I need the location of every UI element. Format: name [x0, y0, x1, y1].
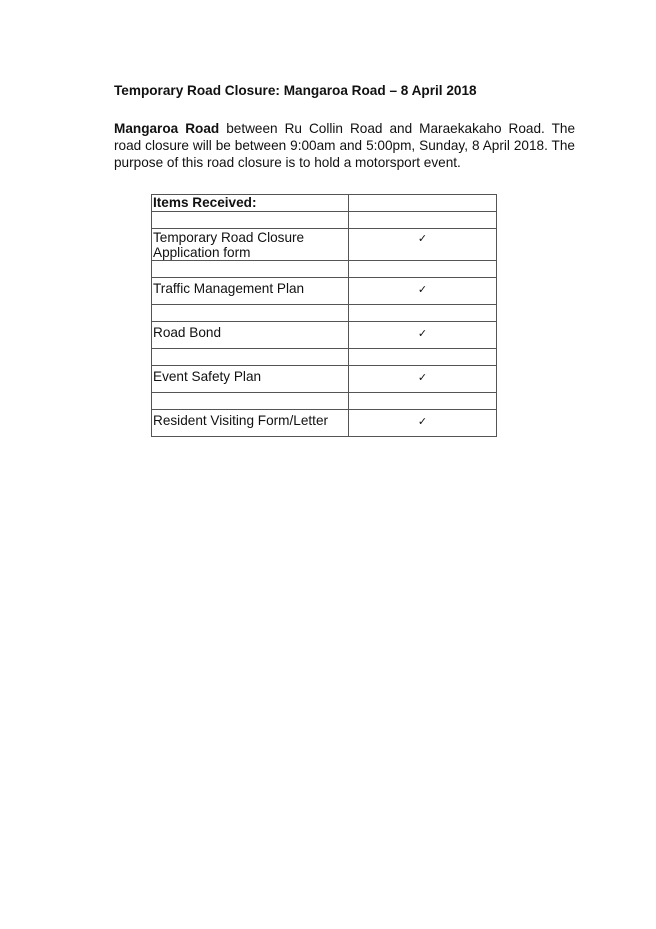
table-row: [152, 366, 497, 393]
table-spacer-row: [152, 212, 497, 229]
item-received-cell: [349, 366, 497, 393]
item-name-cell: Resident Visiting Form/Letter: [152, 410, 349, 437]
intro-road-name: Mangaroa Road: [114, 121, 220, 136]
table-header-cell: [152, 195, 349, 212]
item-received-cell: [349, 322, 497, 349]
item-received-cell: [349, 410, 497, 437]
intro-text: between Ru Collin Road and Maraekakaho Road. The road closure will be between 9:00am and 5:00pm, Sunday, 8 April 2018. The purpose of this road closure is to hold a motorsport event.: [114, 121, 576, 170]
items-received-header: Items Received:: [153, 195, 257, 210]
table-row: [152, 278, 497, 305]
table-spacer-row: [152, 305, 497, 322]
item-received-cell: [349, 229, 497, 261]
page-title: Temporary Road Closure: Mangaroa Road – 8 April 2018: [114, 83, 477, 98]
table-spacer-row: [152, 261, 497, 278]
item-name-cell: Temporary Road Closure Application form: [152, 229, 349, 261]
table-spacer-row: [152, 393, 497, 410]
table-spacer-row: [152, 349, 497, 366]
checkmark-icon: ✓: [417, 283, 428, 296]
item-received-cell: [349, 278, 497, 305]
items-received-table: [151, 194, 497, 437]
checkmark-icon: ✓: [417, 232, 428, 245]
table-row: [152, 410, 497, 437]
table-row: [152, 229, 497, 261]
table-row: [152, 322, 497, 349]
table-header-row: [152, 195, 497, 212]
checkmark-icon: ✓: [417, 327, 428, 340]
item-name-cell: Road Bond: [152, 322, 349, 349]
checkmark-icon: ✓: [417, 415, 428, 428]
table-header-empty-cell: [349, 195, 497, 212]
checkmark-icon: ✓: [417, 371, 428, 384]
item-name-cell: Event Safety Plan: [152, 366, 349, 393]
intro-paragraph: [114, 120, 575, 171]
item-name-cell: Traffic Management Plan: [152, 278, 349, 305]
